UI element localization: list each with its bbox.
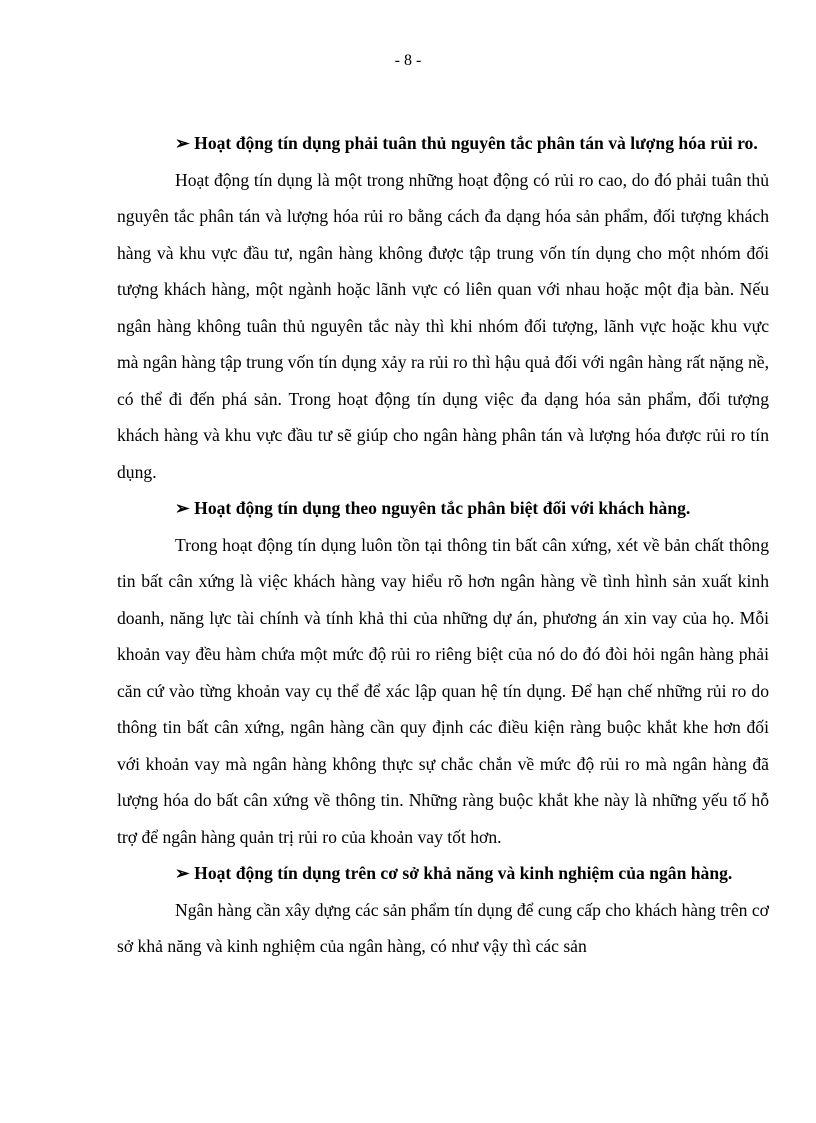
section-heading-text: Hoạt động tín dụng trên cơ sở khả năng và kinh nghiệm của ngân hàng.: [194, 863, 733, 883]
document-body: [117, 125, 769, 965]
section-heading: [117, 855, 769, 892]
arrow-bullet-icon: ➢: [175, 498, 190, 518]
section-heading: [117, 490, 769, 527]
section-heading: [117, 125, 769, 162]
arrow-bullet-icon: ➢: [175, 863, 190, 883]
section-heading-text: Hoạt động tín dụng phải tuân thủ nguyên tắc phân tán và lượng hóa rủi ro.: [194, 133, 758, 153]
body-paragraph: Hoạt động tín dụng là một trong những hoạt động có rủi ro cao, do đó phải tuân thủ nguyên tắc phân tán và lượng hóa rủi ro bằng cách đa dạng hóa sản phẩm, đối tượng khách hàng và khu vực đầu tư, ngân hàng không được tập trung vốn tín dụng cho một nhóm đối tượng khách hàng, một ngành hoặc lãnh vực có liên quan với nhau hoặc một địa bàn. Nếu ngân hàng không tuân thủ nguyên tắc này thì khi nhóm đối tượng, lãnh vực hoặc khu vực mà ngân hàng tập trung vốn tín dụng xảy ra rủi ro thì hậu quả đối với ngân hàng rất nặng nề, có thể đi đến phá sản. Trong hoạt động tín dụng việc đa dạng hóa sản phẩm, đối tượng khách hàng và khu vực đầu tư sẽ giúp cho ngân hàng phân tán và lượng hóa được rủi ro tín dụng.: [117, 169, 769, 482]
page-number: - 8 -: [394, 52, 422, 69]
section-heading-text: Hoạt động tín dụng theo nguyên tắc phân biệt đối với khách hàng.: [194, 498, 691, 518]
arrow-bullet-icon: ➢: [175, 133, 190, 153]
body-paragraph: Trong hoạt động tín dụng luôn tồn tại thông tin bất cân xứng, xét về bản chất thông tin bất cân xứng là việc khách hàng vay hiểu rõ hơn ngân hàng về tình hình sản xuất kinh doanh, năng lực tài chính và tính khả thi của những dự án, phương án xin vay của họ. Mỗi khoản vay đều hàm chứa một mức độ rủi ro riêng biệt của nó do đó đòi hỏi ngân hàng phải căn cứ vào từng khoản vay cụ thể để xác lập quan hệ tín dụng. Để hạn chế những rủi ro do thông tin bất cân xứng, ngân hàng cần quy định các điều kiện ràng buộc khắt khe hơn đối với khoản vay mà ngân hàng không thực sự chắc chắn về mức độ rủi ro mà ngân hàng đã lượng hóa do bất cân xứng về thông tin. Những ràng buộc khắt khe này là những yếu tố hỗ trợ để ngân hàng quản trị rủi ro của khoản vay tốt hơn.: [117, 534, 769, 847]
body-paragraph: Ngân hàng cần xây dựng các sản phẩm tín dụng để cung cấp cho khách hàng trên cơ sở khả năng và kinh nghiệm của ngân hàng, có như vậy thì các sản: [117, 899, 769, 956]
